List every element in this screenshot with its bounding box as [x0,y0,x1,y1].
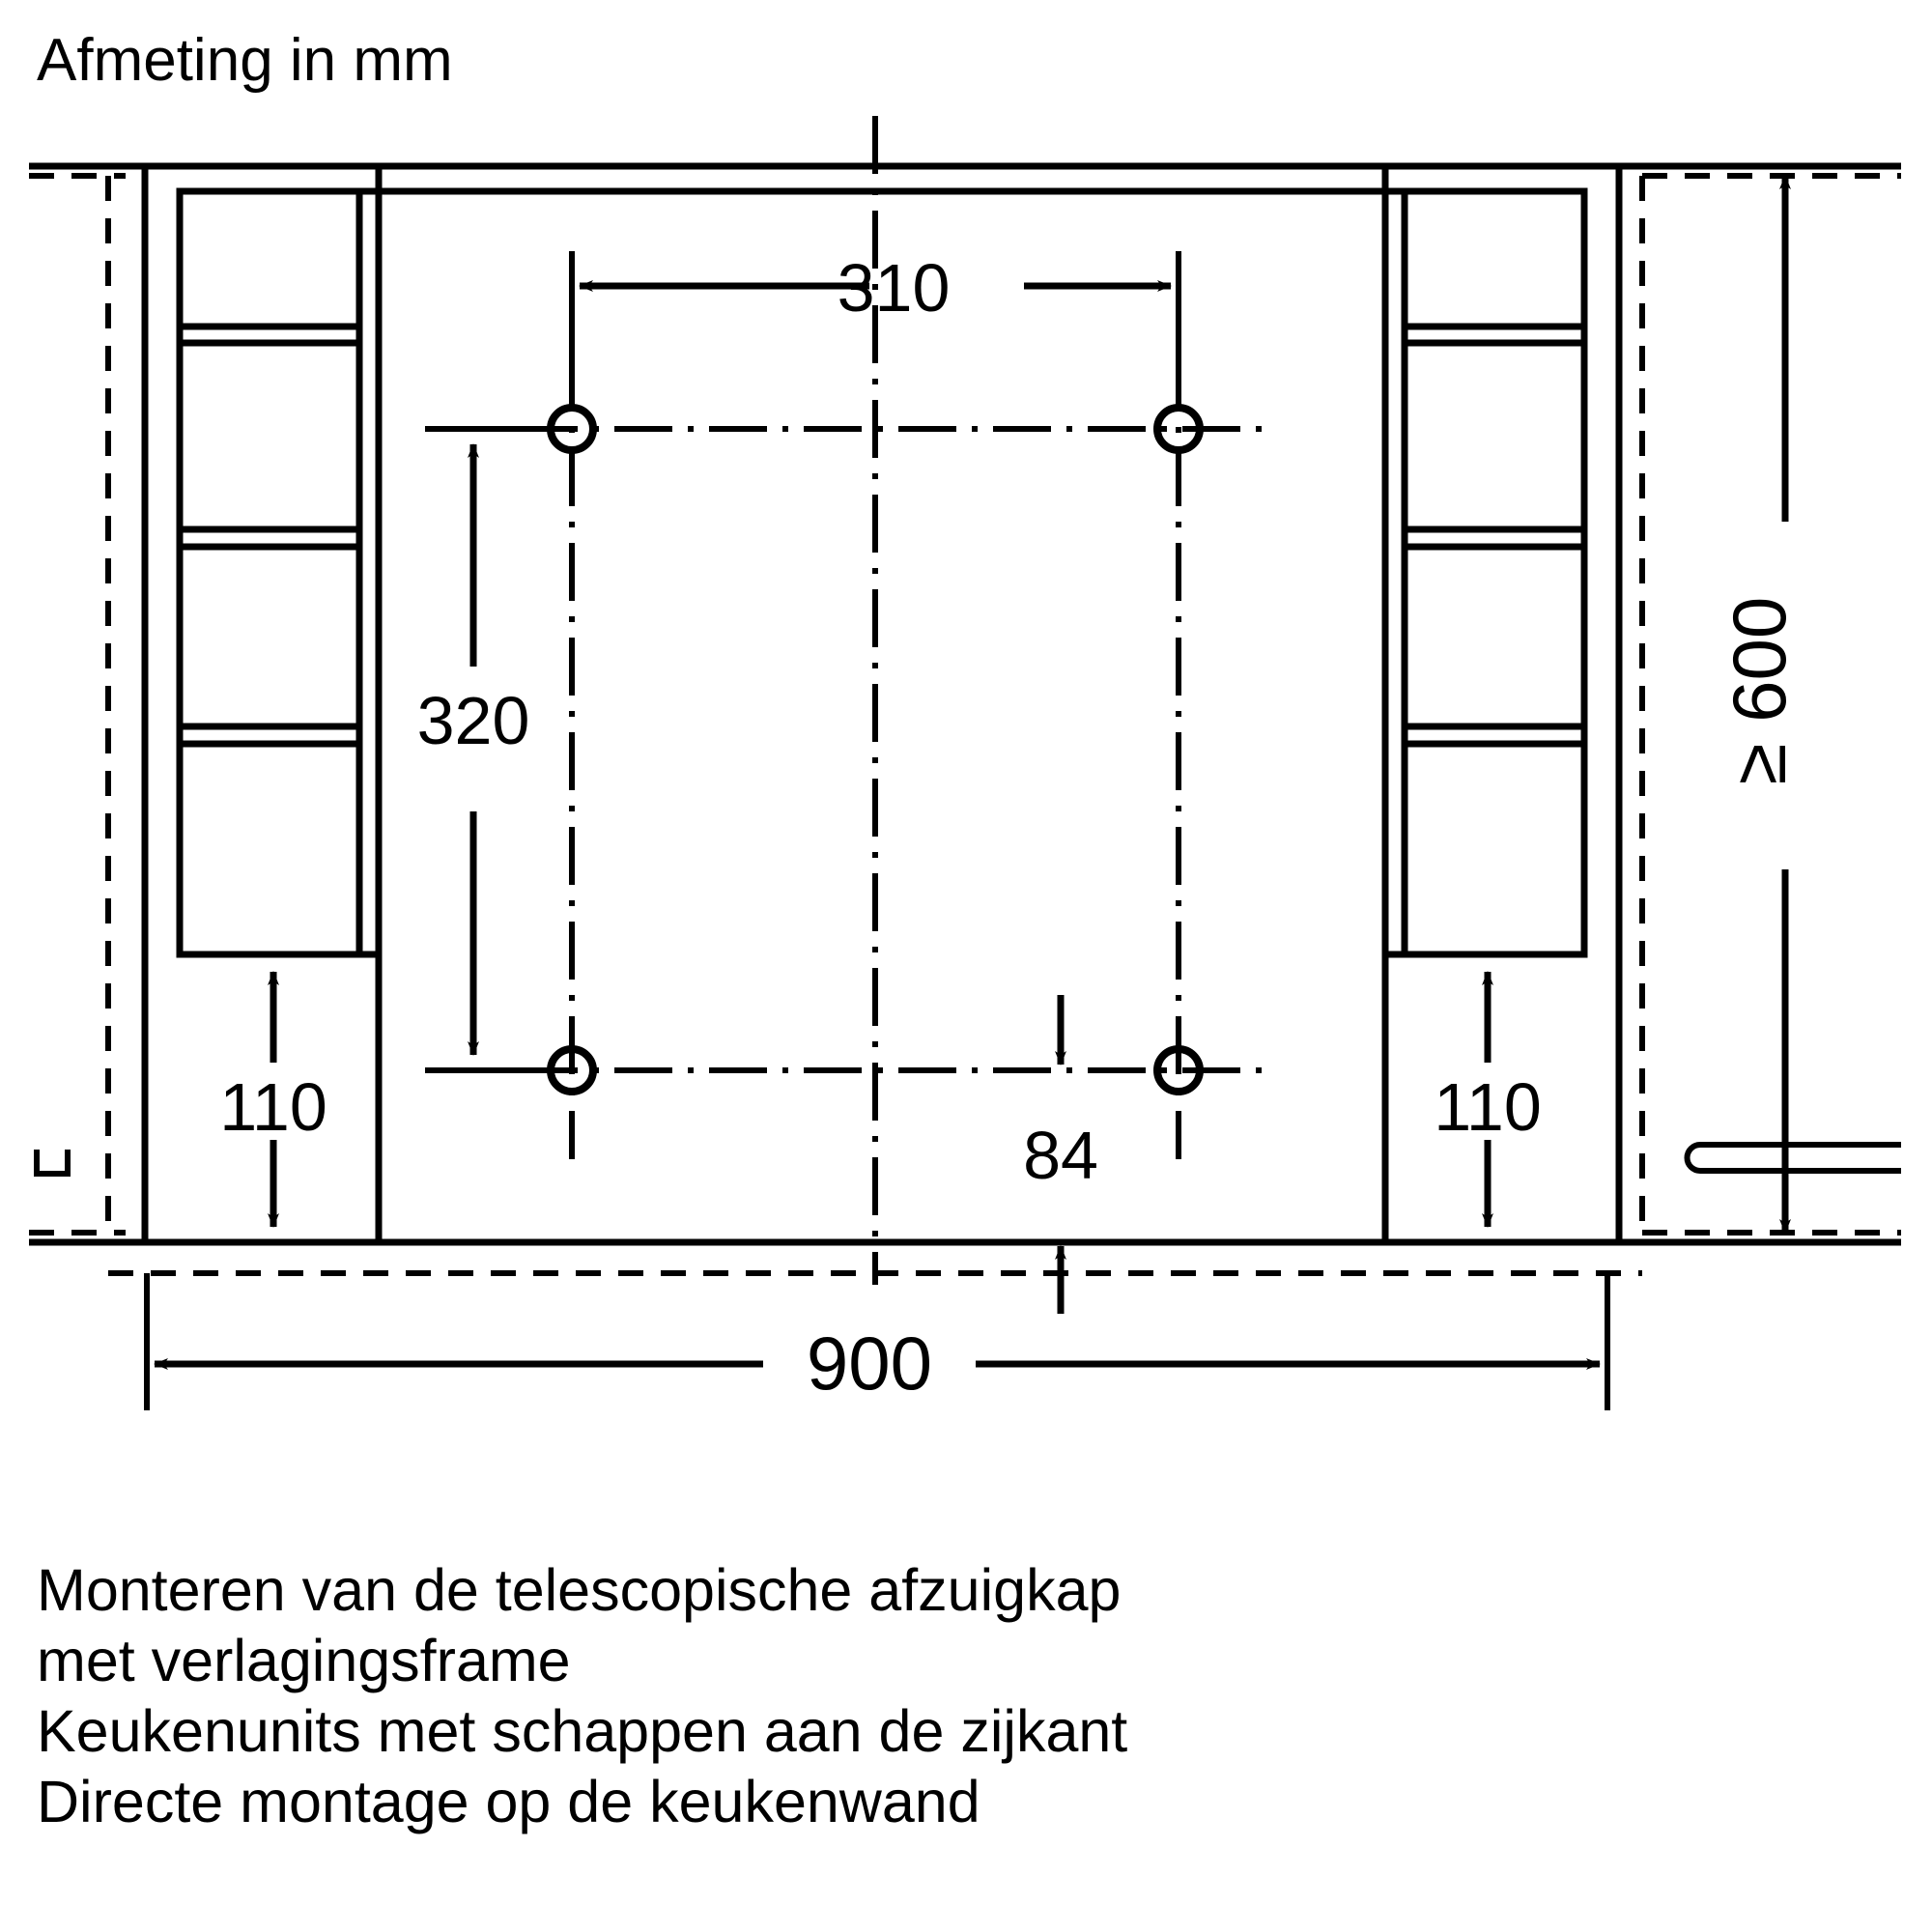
caption-line-2: met verlagingsframe [37,1628,571,1693]
caption-line-3: Keukenunits met schappen aan de zijkant [37,1698,1128,1764]
left-hook-detail [37,1150,68,1174]
caption-line-4: Directe montage op de keukenwand [37,1769,980,1834]
label-600: ≥ 600 [1717,596,1802,785]
label-110-left: 110 [219,1069,327,1145]
caption-block [37,1555,1872,1837]
label-900: 900 [806,1321,933,1406]
left-shelf-column [180,191,359,954]
label-320: 320 [416,683,530,758]
right-shelf-column [1405,191,1584,954]
right-hob-detail [1688,1145,1901,1171]
label-110-right: 110 [1434,1069,1542,1145]
caption-line-1: Monteren van de telescopische afzuigkap [37,1557,1122,1623]
label-310: 310 [837,250,951,326]
page-title: Afmeting in mm [37,27,453,94]
label-84: 84 [1023,1118,1098,1193]
